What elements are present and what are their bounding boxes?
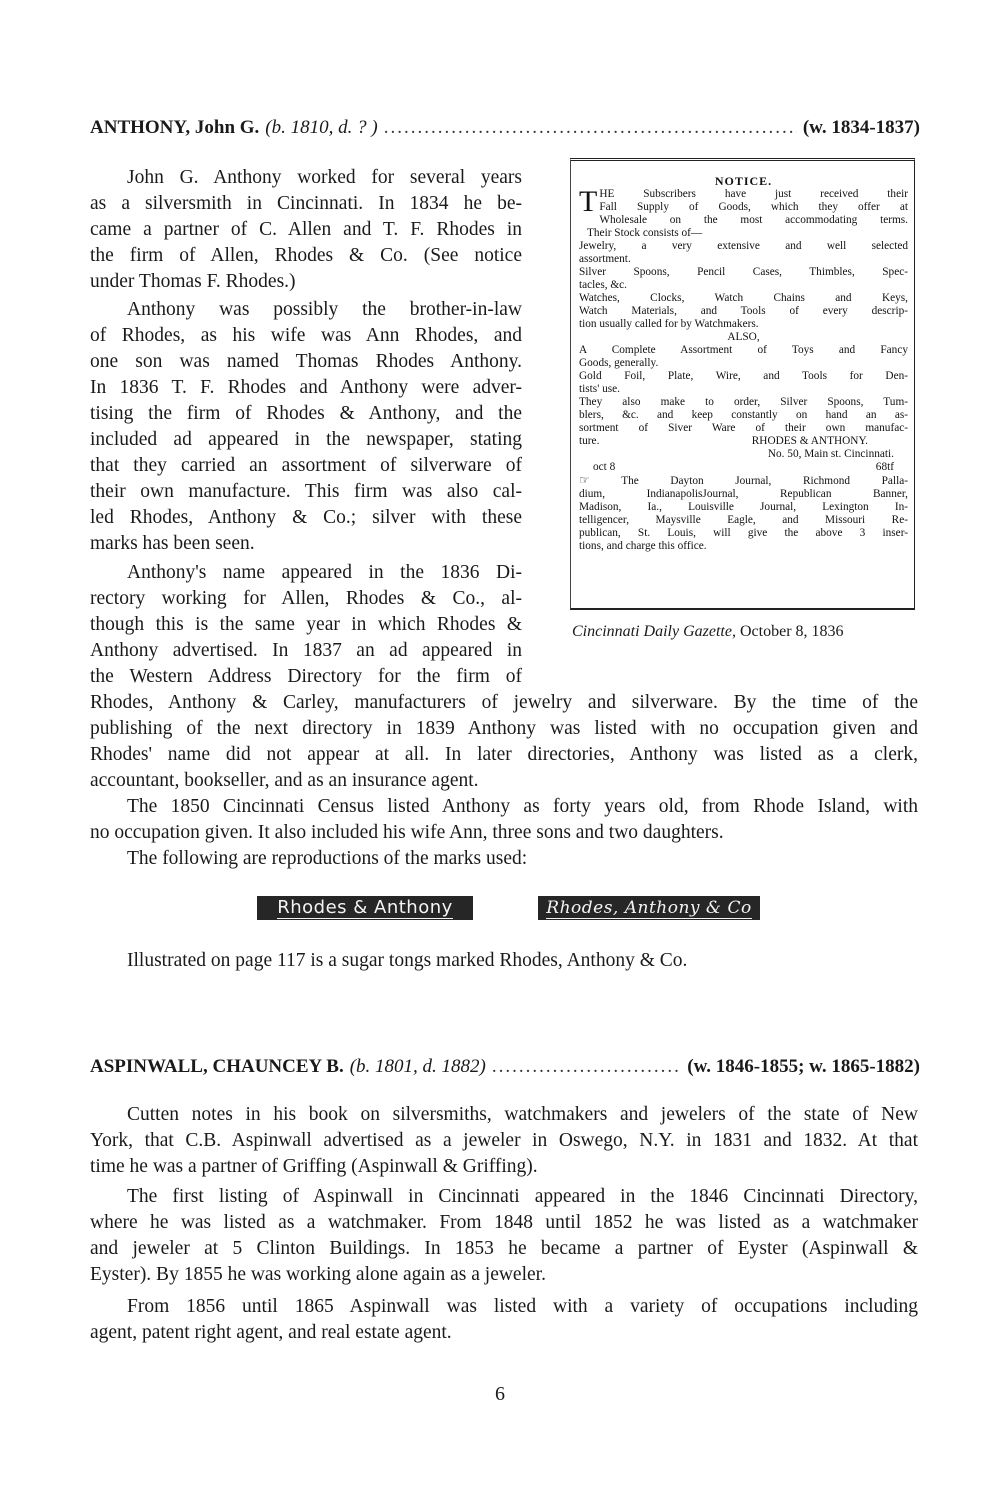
working-years: (w. 1834-1837) <box>802 117 920 138</box>
text-line: Illustrated on page 117 is a sugar tongs marked Rhodes, Anthony & Co. <box>127 950 688 971</box>
paragraph <box>90 1184 918 1288</box>
text-line: tising the firm of Rhodes & Anthony, and the <box>90 403 522 424</box>
paragraph <box>90 297 522 557</box>
text-line: one son was named Thomas Rhodes Anthony. <box>90 351 522 372</box>
entry-dates: (b. 1810, d. ? ) <box>265 117 378 138</box>
maker-mark-rhodes-anthony: Rhodes & Anthony <box>257 896 473 920</box>
notice-line: Goods, generally. <box>579 357 659 369</box>
text-line: agent, patent right agent, and real estate agent. <box>90 1322 452 1343</box>
notice-dateline <box>579 461 908 474</box>
paragraph <box>90 1102 918 1180</box>
text-line: The first listing of Aspinwall in Cincinnati appeared in the 1846 Cincinnati Directory, <box>127 1186 918 1207</box>
text-line: Rhodes, Anthony & Carley, manufacturers of jewelry and silverware. By the time of the <box>90 692 918 713</box>
caption-date: October 8, 1836 <box>739 623 844 640</box>
page-number: 6 <box>495 1383 505 1405</box>
dot-leader <box>384 117 797 139</box>
notice-line: Silver Spoons, Pencil Cases, Thimbles, Spec- <box>579 266 908 278</box>
notice-line: A Complete Assortment of Toys and Fancy <box>579 344 908 356</box>
notice-line: blers, &c. and keep constantly on hand an as- <box>579 409 908 421</box>
paragraph-continuation <box>90 690 918 794</box>
notice-line: HE Subscribers have just received their <box>599 188 908 200</box>
text-line: marks has been seen. <box>90 533 255 554</box>
notice-line: Watch Materials, and Tools of every descrip- <box>579 305 908 317</box>
paragraph <box>90 794 918 846</box>
notice-line: publican, St. Louis, will give the above 3 inser- <box>579 527 908 539</box>
working-years: (w. 1846-1855; w. 1865-1882) <box>687 1056 920 1077</box>
notice-address: No. 50, Main st. Cincinnati. <box>767 448 894 460</box>
entry-heading-anthony <box>90 117 920 139</box>
notice-signature <box>579 435 908 448</box>
text-line: publishing of the next directory in 1839 Anthony was listed with no occupation given and <box>90 718 918 739</box>
notice-line: ALSO, <box>727 331 760 343</box>
notice-date: oct 8 <box>593 461 616 473</box>
text-line: The 1850 Cincinnati Census listed Anthony as forty years old, from Rhode Island, with <box>127 796 918 817</box>
notice-title: NOTICE. <box>714 174 773 188</box>
notice-line: sortment of Siver Ware of their own manufac- <box>579 422 908 434</box>
maker-mark-rhodes-anthony-co: Rhodes, Anthony & Co <box>538 896 760 920</box>
text-line: where he was listed as a watchmaker. From 1848 until 1852 he was listed as a watchmaker <box>90 1212 918 1233</box>
text-line: rectory working for Allen, Rhodes & Co., al- <box>90 588 522 609</box>
notice-line: Madison, Ia., Louisville Journal, Lexington In- <box>579 501 908 513</box>
notice-line: ☞ The Dayton Journal, Richmond Palla- <box>579 473 908 487</box>
notice-line: telligencer, Maysville Eagle, and Missouri Re- <box>579 514 908 526</box>
notice-code: 68tf <box>875 461 894 473</box>
notice-line: Watches, Clocks, Watch Chains and Keys, <box>579 292 908 304</box>
text-line: led Rhodes, Anthony & Co.; silver with these <box>90 507 522 528</box>
drop-cap: T <box>579 185 598 218</box>
paragraph <box>90 948 918 974</box>
notice-line: tacles, &c. <box>579 279 627 291</box>
text-line: Cutten notes in his book on silversmiths, watchmakers and jewelers of the state of New <box>127 1104 918 1125</box>
text-line: their own manufacture. This firm was also cal- <box>90 481 522 502</box>
text-line: Rhodes' name did not appear at all. In later directories, Anthony was listed as a clerk, <box>90 744 918 765</box>
notice-line: assortment. <box>579 253 631 265</box>
dot-leader <box>492 1056 681 1078</box>
notice-caption <box>572 623 844 641</box>
text-line: though this is the same year in which Rhodes & <box>90 614 522 635</box>
text-line: Anthony's name appeared in the 1836 Di- <box>127 562 522 583</box>
text-line: time he was a partner of Griffing (Aspinwall & Griffing). <box>90 1156 538 1177</box>
text-line: as a silversmith in Cincinnati. In 1834 he be- <box>90 193 522 214</box>
text-line: In 1836 T. F. Rhodes and Anthony were adver- <box>90 377 522 398</box>
paragraph <box>90 846 918 872</box>
caption-source: Cincinnati Daily Gazette, <box>572 623 736 640</box>
newspaper-notice <box>570 158 915 610</box>
notice-line: tion usually called for by Watchmakers. <box>579 318 759 330</box>
notice-line: Their Stock consists of— <box>587 227 703 239</box>
entry-name: ANTHONY, John G. <box>90 117 260 138</box>
text-line: no occupation given. It also included his wife Ann, three sons and two daughters. <box>90 822 724 843</box>
paragraph <box>90 165 522 295</box>
notice-line: ture. <box>579 435 600 447</box>
notice-line: Gold Foil, Plate, Wire, and Tools for Den- <box>579 370 908 382</box>
notice-line: Wholesale on the most accommodating terms. <box>599 214 908 226</box>
notice-line: dium, IndianapolisJournal, Republican Banner, <box>579 488 908 500</box>
paragraph <box>90 1294 918 1346</box>
pointing-hand-icon: ☞ <box>579 473 590 487</box>
notice-line: tists' use. <box>579 383 620 395</box>
text-line: included ad appeared in the newspaper, stating <box>90 429 522 450</box>
notice-firm-name: RHODES & ANTHONY. <box>751 435 868 447</box>
paragraph <box>90 560 522 690</box>
text-line: accountant, bookseller, and as an insurance agent. <box>90 770 479 791</box>
text-line: John G. Anthony worked for several years <box>127 167 522 188</box>
text-line: Anthony was possibly the brother-in-law <box>127 299 522 320</box>
entry-heading-aspinwall <box>90 1056 920 1078</box>
notice-line: Jewelry, a very extensive and well selected <box>579 240 908 252</box>
text-line: Eyster). By 1855 he was working alone again as a jeweler. <box>90 1264 546 1285</box>
entry-dates: (b. 1801, d. 1882) <box>349 1056 486 1077</box>
text-line: that they carried an assortment of silverware of <box>90 455 522 476</box>
notice-line: They also make to order, Silver Spoons, Tum- <box>579 396 908 408</box>
text-line: Anthony advertised. In 1837 an ad appeared in <box>90 640 522 661</box>
notice-line: tions, and charge this office. <box>579 540 707 552</box>
text-line: and jeweler at 5 Clinton Buildings. In 1853 he became a partner of Eyster (Aspinwall & <box>90 1238 918 1259</box>
text-line: came a partner of C. Allen and T. F. Rhodes in <box>90 219 522 240</box>
notice-line: Fall Supply of Goods, which they offer at <box>599 201 908 213</box>
text-line: under Thomas F. Rhodes.) <box>90 271 296 292</box>
text-line: The following are reproductions of the marks used: <box>127 848 528 869</box>
text-line: the Western Address Directory for the firm of <box>90 666 522 687</box>
text-line: the firm of Allen, Rhodes & Co. (See notice <box>90 245 522 266</box>
text-line: York, that C.B. Aspinwall advertised as a jeweler in Oswego, N.Y. in 1831 and 1832. At that <box>90 1130 918 1151</box>
entry-name: ASPINWALL, CHAUNCEY B. <box>90 1056 344 1077</box>
text-line: of Rhodes, as his wife was Ann Rhodes, and <box>90 325 522 346</box>
text-line: From 1856 until 1865 Aspinwall was listed with a variety of occupations including <box>127 1296 918 1317</box>
